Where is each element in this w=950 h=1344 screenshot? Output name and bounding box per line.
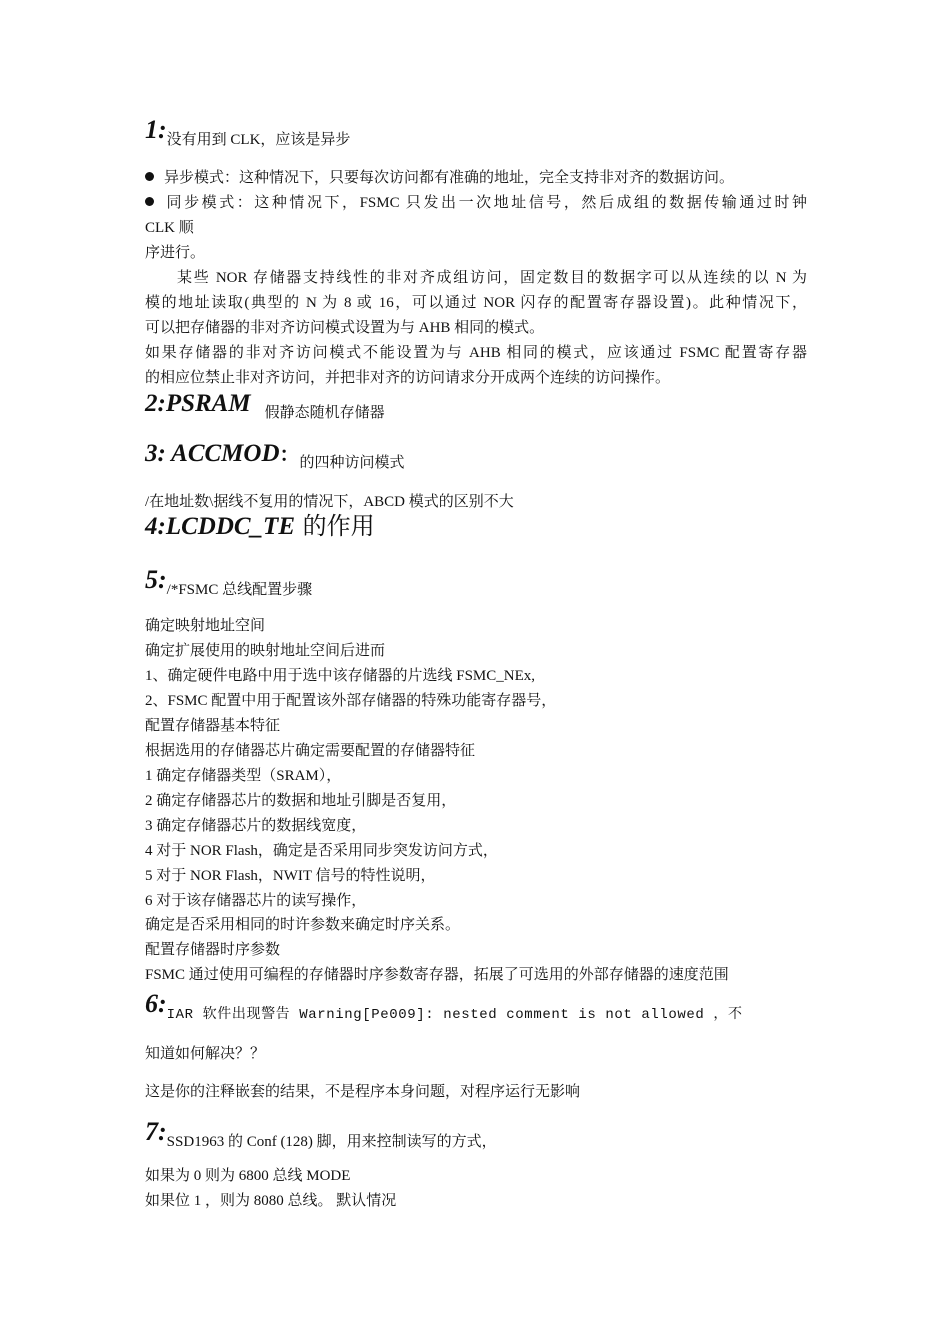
section-7-title: SSD1963 的 Conf (128) 脚，用来控制读写的方式， [166,1134,497,1150]
paragraph-unaligned-line-2: 的相应位禁止非对齐访问，并把非对齐的访问请求分开成两个连续的访问操作。 [145,370,671,386]
section-6-answer: 这是你的注释嵌套的结果，不是程序本身问题，对程序运行无影响 [145,1084,581,1100]
bullet-async-text: 异步模式：这种情况下，只要每次访问都有准确的地址，完全支持非对齐的数据访问。 [164,170,735,186]
section-1-heading [145,115,351,148]
bullet-sync-continuation: CLK 顺 [145,220,194,236]
fsmc-step-line: 确定扩展使用的映射地址空间后进而 [145,643,386,659]
section-4-heading [145,512,375,540]
section-3-heading [145,440,405,471]
section-2-heading [145,390,385,421]
paragraph-nor-line-2: 模的地址读取(典型的 N 为 8 或 16，可以通过 NOR 闪存的配置寄存器设置)。此种情况下， [145,295,807,311]
section-5-title: /*FSMC 总线配置步骤 [166,582,313,598]
section-7-number: 7: [145,1117,167,1146]
fsmc-step-line: 确定映射地址空间 [145,618,266,634]
section-6-heading [145,989,807,1023]
section-6-number: 6: [145,989,167,1018]
bullet-dot-icon [145,172,154,181]
bullet-async-mode [145,168,734,188]
fsmc-step-line: 2、FSMC 配置中用于配置该外部存储器的特殊功能寄存器号， [145,693,557,709]
section-3-subtitle: 的四种访问模式 [299,455,405,471]
section-7-line-2: 如果位 1 ，则为 8080 总线。 默认情况 [145,1193,397,1209]
paragraph-nor-line-3: 可以把存储器的非对齐访问模式设置为与 AHB 相同的模式。 [145,320,545,336]
fsmc-step-line: 配置存储器基本特征 [145,718,281,734]
section-4-title: 4:LCDDC_TE [145,513,295,540]
section-1-title: 没有用到 CLK，应该是异步 [166,132,351,148]
section-3-colon: ： [279,444,300,466]
section-6-title: IAR 软件出现警告 Warning[Pe009]: nested comment is not allowed ，不 [166,1007,743,1023]
section-6-title-continued: 知道如何解决？？ [145,1046,266,1062]
fsmc-step-line: 6 对于该存储器芯片的读写操作， [145,893,367,909]
fsmc-step-line: 1 确定存储器类型（SRAM）， [145,768,342,784]
section-1-number: 1: [145,115,167,144]
bullet-sync-text: 同步模式：这种情况下，FSMC 只发出一次地址信号，然后成组的数据传输通过时钟 [164,195,807,211]
bullet-sync-continuation-2: 序进行。 [145,245,206,261]
section-7-heading [145,1117,497,1150]
bullet-sync-mode [145,193,807,213]
bullet-dot-icon [145,197,154,206]
fsmc-step-line: 配置存储器时序参数 [145,942,281,958]
fsmc-step-line: 2 确定存储器芯片的数据和地址引脚是否复用， [145,793,457,809]
fsmc-step-line: 确定是否采用相同的时许参数来确定时序关系。 [145,917,461,933]
fsmc-step-line: 4 对于 NOR Flash，确定是否采用同步突发访问方式， [145,843,498,859]
fsmc-step-line: 1、确定硬件电路中用于选中该存储器的片选线 FSMC_NEx, [145,668,536,684]
section-2-title: 2:PSRAM [145,390,251,417]
paragraph-nor-line-1: 某些 NOR 存储器支持线性的非对齐成组访问，固定数目的数据字可以从连续的以 N 为 [177,270,807,286]
fsmc-step-line: FSMC 通过使用可编程的存储器时序参数寄存器，拓展了可选用的外部存储器的速度范围 [145,967,729,983]
fsmc-step-line: 5 对于 NOR Flash，NWIT 信号的特性说明， [145,868,436,884]
section-2-subtitle: 假静态随机存储器 [264,405,385,421]
section-3-title: 3: ACCMOD [145,440,280,467]
section-4-subtitle: 的作用 [295,512,375,540]
section-7-line-1: 如果为 0 则为 6800 总线 MODE [145,1168,351,1184]
section-5-heading [145,565,313,598]
section-3-note: /在地址数\据线不复用的情况下，ABCD 模式的区别不大 [145,494,514,510]
fsmc-step-line: 根据选用的存储器芯片确定需要配置的存储器特征 [145,743,476,759]
fsmc-step-line: 3 确定存储器芯片的数据线宽度， [145,818,367,834]
paragraph-unaligned-line-1: 如果存储器的非对齐访问模式不能设置为与 AHB 相同的模式，应该通过 FSMC 配置寄存器 [145,345,807,361]
section-5-number: 5: [145,565,167,594]
